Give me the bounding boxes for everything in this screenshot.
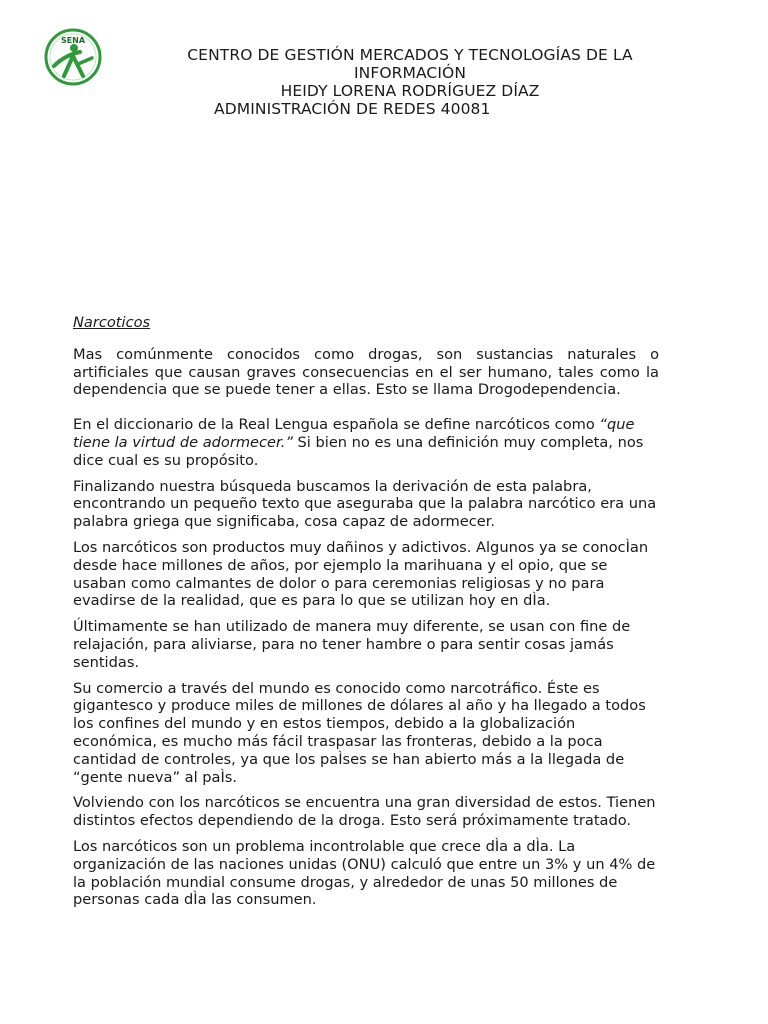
logo-lettering: SENA — [60, 36, 86, 45]
paragraph-statistics: Los narcóticos son un problema incontrolable que crece dÌa a dÌa. La organización de las naciones unidas (ONU) calculó que entre un 3% y un 4% de la población mundial consume drogas, y alrededor de unas 50 millones de personas cada dÌa las consumen. — [73, 837, 656, 909]
paragraph-etymology: Finalizando nuestra búsqueda buscamos la derivación de esta palabra, encontrando un pequeño texto que aseguraba que la palabra narcótico era una palabra griega que significaba, cosa capaz de adormecer. — [73, 477, 657, 531]
definition-quote: “que tiene la virtud de adormecer.” — [73, 416, 635, 451]
paragraph-intro: Mas comúnmente conocidos como drogas, son sustancias naturales o artificiales que causan graves consecuencias en el ser humano, tales como la dependencia que se puede tener a ellas. Esto se llama Drogodependencia. — [73, 345, 659, 399]
definition-text-after: Si bien no es una definición muy completa, nos dice cual es su propósito. — [73, 433, 644, 469]
paragraph-diversity: Volviendo con los narcóticos se encuentra una gran diversidad de estos. Tienen distintos efectos dependiendo de la droga. Esto será próximamente tratado. — [73, 794, 656, 830]
section-heading: Narcoticos — [73, 314, 151, 331]
document-body — [73, 314, 659, 917]
header-institution-line-2: INFORMACIÓN — [353, 64, 467, 82]
paragraph-modern-use: Últimamente se han utilizado de manera muy diferente, se usan con fine de relajación, para aliviarse, para no tener hambre o para sentir cosas jamás sentidas. — [73, 618, 631, 671]
header-course: ADMINISTRACIÓN DE REDES 40081 — [214, 100, 491, 118]
header-institution-line-1: CENTRO DE GESTIÓN MERCADOS Y TECNOLOGÍAS DE LA — [187, 46, 633, 64]
header-author: HEIDY LORENA RODRÍGUEZ DÍAZ — [280, 82, 540, 100]
paragraph-definition — [73, 416, 659, 469]
document-header — [0, 46, 768, 118]
paragraph-history: Los narcóticos son productos muy dañinos y adictivos. Algunos ya se conocÌan desde hace millones de años, por ejemplo la marihuana y el opio, que se usaban como calmantes de dolor o para ceremonias religiosas y no para evadirse de la realidad, que es para lo que se utilizan hoy en dÌa. — [73, 538, 649, 610]
definition-text-before: En el diccionario de la Real Lengua española se define narcóticos como — [73, 416, 600, 434]
paragraph-trafficking: Su comercio a través del mundo es conocido como narcotráfico. Éste es gigantesco y produce miles de millones de dólares al año y ha llegado a todos los confines del mundo y en estos tiempos, debido a la globalización económica, es mucho más fácil traspasar las fronteras, debido a la poca cantidad de controles, ya que los paÌses se han abierto más a la llegada de “gente nueva” al paÌs. — [73, 679, 646, 786]
